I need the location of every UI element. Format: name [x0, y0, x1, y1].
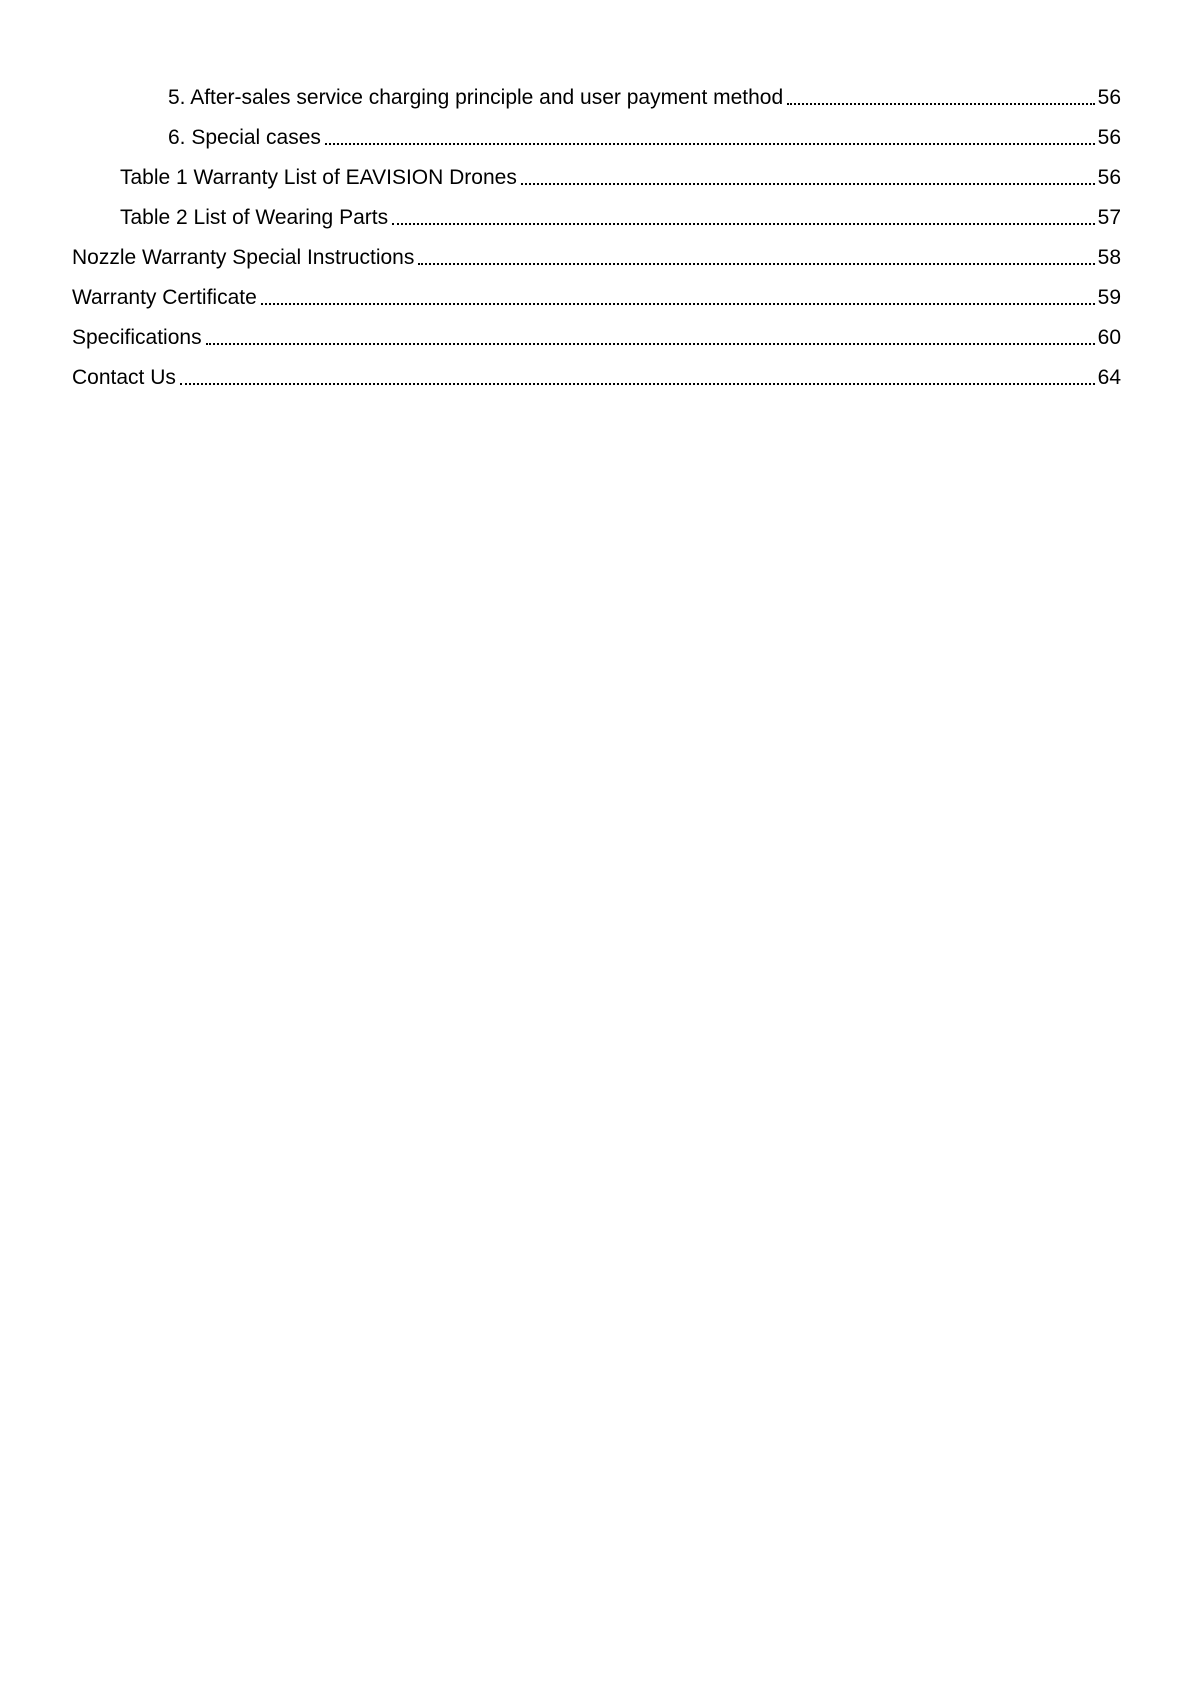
toc-entry-title: Contact Us	[72, 366, 176, 389]
dot-leader	[261, 286, 1095, 310]
toc-entry[interactable]	[72, 360, 1121, 390]
dot-leader	[325, 126, 1095, 150]
toc-entry-page-number: 56	[1097, 86, 1121, 109]
toc-entry[interactable]	[120, 200, 1121, 230]
toc-entry-title: 5. After-sales service charging principle and user payment method	[168, 86, 784, 109]
toc-entry[interactable]	[168, 80, 1121, 110]
toc-entry-page-number: 57	[1097, 206, 1121, 229]
toc-entry[interactable]	[72, 320, 1121, 350]
toc-entry-title: 6. Special cases	[168, 126, 321, 149]
dot-leader	[392, 206, 1095, 230]
dot-leader	[787, 86, 1095, 110]
toc-entry-title: Warranty Certificate	[72, 286, 257, 309]
toc-entry-title: Table 2 List of Wearing Parts	[120, 206, 389, 229]
toc-entry-title: Nozzle Warranty Special Instructions	[72, 246, 415, 269]
toc-entry-page-number: 60	[1097, 326, 1121, 349]
toc-entry[interactable]	[120, 160, 1121, 190]
toc-entry[interactable]	[72, 280, 1121, 310]
toc-entry[interactable]	[168, 120, 1121, 150]
toc-entry-page-number: 58	[1097, 246, 1121, 269]
toc-entry-page-number: 56	[1097, 166, 1121, 189]
dot-leader	[206, 326, 1095, 350]
dot-leader	[180, 366, 1095, 390]
toc-entry[interactable]	[72, 240, 1121, 270]
dot-leader	[521, 166, 1095, 190]
toc-entry-page-number: 64	[1097, 366, 1121, 389]
toc-entry-title: Table 1 Warranty List of EAVISION Drones	[120, 166, 517, 189]
dot-leader	[418, 246, 1095, 270]
toc-entry-page-number: 59	[1097, 286, 1121, 309]
toc-entry-page-number: 56	[1097, 126, 1121, 149]
toc-entry-title: Specifications	[72, 326, 202, 349]
